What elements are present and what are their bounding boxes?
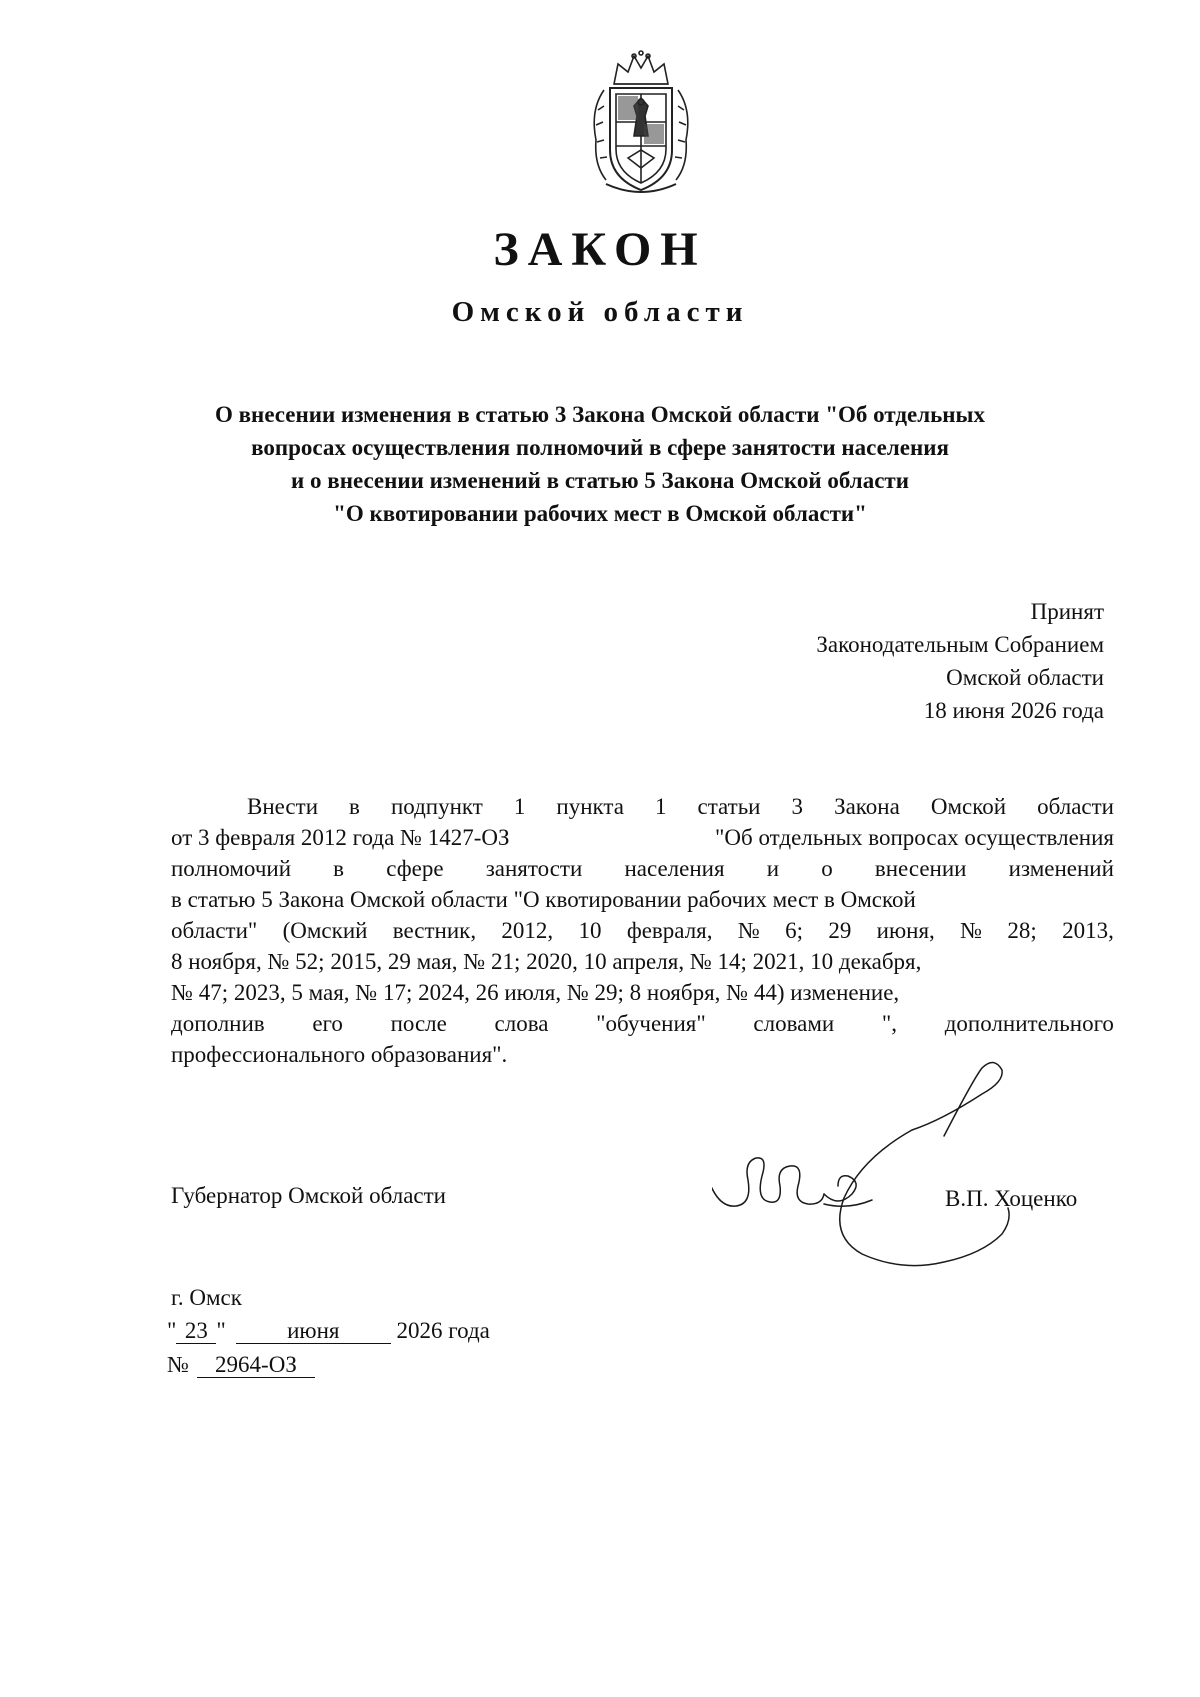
body-word: № bbox=[737, 918, 760, 943]
document-title: ЗАКОН bbox=[493, 223, 707, 276]
law-number bbox=[167, 1350, 315, 1380]
body-word: Омской bbox=[930, 794, 1007, 819]
body-word: полномочий bbox=[171, 856, 291, 881]
body-word: 29 bbox=[828, 918, 852, 943]
body-word: занятости bbox=[485, 856, 583, 881]
date-day: 23 bbox=[176, 1319, 216, 1344]
body-word: дополнительного bbox=[944, 1011, 1114, 1036]
body-word: его bbox=[312, 1011, 343, 1036]
body-word: от 3 февраля 2012 года № 1427-ОЗ bbox=[171, 825, 510, 850]
law-heading bbox=[150, 398, 1050, 530]
body-word: "Об отдельных вопросах осуществления bbox=[715, 825, 1114, 850]
body-word: № bbox=[960, 918, 983, 943]
body-line bbox=[171, 977, 1114, 1008]
body-word: 1 bbox=[654, 794, 667, 819]
heading-line: О внесении изменения в статью 3 Закона Омской области "Об отдельных bbox=[215, 402, 985, 427]
body-word: 6; bbox=[785, 918, 804, 943]
body-word: февраля, bbox=[626, 918, 713, 943]
handwritten-signature bbox=[712, 1058, 1092, 1278]
body-word: дополнив bbox=[171, 1011, 265, 1036]
date-open-quote: " bbox=[167, 1318, 177, 1343]
body-word: области" bbox=[171, 918, 258, 943]
date-close-quote: " bbox=[216, 1318, 226, 1343]
adoption-line: Омской области bbox=[946, 665, 1104, 690]
adoption-line: Законодательным Собранием bbox=[816, 632, 1104, 657]
body-word: подпункт bbox=[390, 794, 483, 819]
body-word: "обучения" bbox=[596, 1011, 706, 1036]
body-line bbox=[171, 853, 1114, 884]
body-word: о bbox=[821, 856, 833, 881]
number-sign: № bbox=[167, 1352, 189, 1377]
body-line bbox=[171, 915, 1114, 946]
adoption-line: Принят bbox=[1030, 599, 1104, 624]
heading-line: и о внесении изменений в статью 5 Закона Омской области bbox=[291, 468, 909, 493]
body-word: 28; bbox=[1007, 918, 1037, 943]
body-word: 3 bbox=[791, 794, 804, 819]
body-word: 10 bbox=[578, 918, 602, 943]
body-word: (Омский bbox=[282, 918, 368, 943]
body-word: и bbox=[766, 856, 780, 881]
body-word: изменений bbox=[1008, 856, 1114, 881]
heading-line: "О квотировании рабочих мест в Омской области" bbox=[333, 501, 867, 526]
body-word: населения bbox=[624, 856, 725, 881]
body-word: пункта bbox=[556, 794, 624, 819]
place-of-signing: г. Омск bbox=[171, 1285, 242, 1310]
body-word: внесении bbox=[874, 856, 967, 881]
body-word: вестник, bbox=[392, 918, 477, 943]
date-month: июня bbox=[236, 1319, 391, 1344]
body-line bbox=[171, 791, 1114, 822]
document-subtitle: Омской области bbox=[451, 296, 749, 328]
body-word: № 47; 2023, 5 мая, № 17; 2024, 26 июля, № 29; 8 ноября, № 44) изменение, bbox=[171, 980, 900, 1005]
date-year: 2026 года bbox=[396, 1318, 490, 1343]
body-word: области bbox=[1037, 794, 1114, 819]
body-line bbox=[171, 1008, 1114, 1039]
body-line bbox=[171, 946, 1114, 977]
body-word: профессионального образования". bbox=[171, 1042, 508, 1067]
body-line bbox=[171, 884, 1114, 915]
body-word: в bbox=[349, 794, 360, 819]
body-word: в статью 5 Закона Омской области "О квотировании рабочих мест в Омской bbox=[171, 887, 916, 912]
body-word: слова bbox=[494, 1011, 549, 1036]
heading-line: вопросах осуществления полномочий в сфере занятости населения bbox=[251, 435, 949, 460]
coat-of-arms-emblem bbox=[584, 50, 698, 200]
body-word: 1 bbox=[513, 794, 526, 819]
body-word: Внести bbox=[247, 794, 318, 819]
adoption-date: 18 июня 2026 года bbox=[923, 698, 1104, 723]
number-value: 2964-ОЗ bbox=[197, 1353, 315, 1378]
body-word: сфере bbox=[386, 856, 444, 881]
body-word: июня, bbox=[876, 918, 935, 943]
body-word: после bbox=[390, 1011, 447, 1036]
adoption-block bbox=[816, 595, 1104, 727]
signing-date bbox=[167, 1316, 490, 1346]
body-word: словами bbox=[753, 1011, 835, 1036]
signatory-name: В.П. Хоценко bbox=[945, 1186, 1078, 1211]
law-body-paragraph bbox=[171, 791, 1114, 1070]
signatory-title: Губернатор Омской области bbox=[171, 1183, 446, 1208]
body-word: статьи bbox=[697, 794, 761, 819]
body-word: в bbox=[333, 856, 345, 881]
body-word: ", bbox=[881, 1011, 898, 1036]
body-word: 8 ноября, № 52; 2015, 29 мая, № 21; 2020, 10 апреля, № 14; 2021, 10 декабря, bbox=[171, 949, 922, 974]
body-word: 2013, bbox=[1062, 918, 1114, 943]
body-line bbox=[171, 822, 1114, 853]
body-word: Закона bbox=[834, 794, 900, 819]
body-word: 2012, bbox=[501, 918, 554, 943]
